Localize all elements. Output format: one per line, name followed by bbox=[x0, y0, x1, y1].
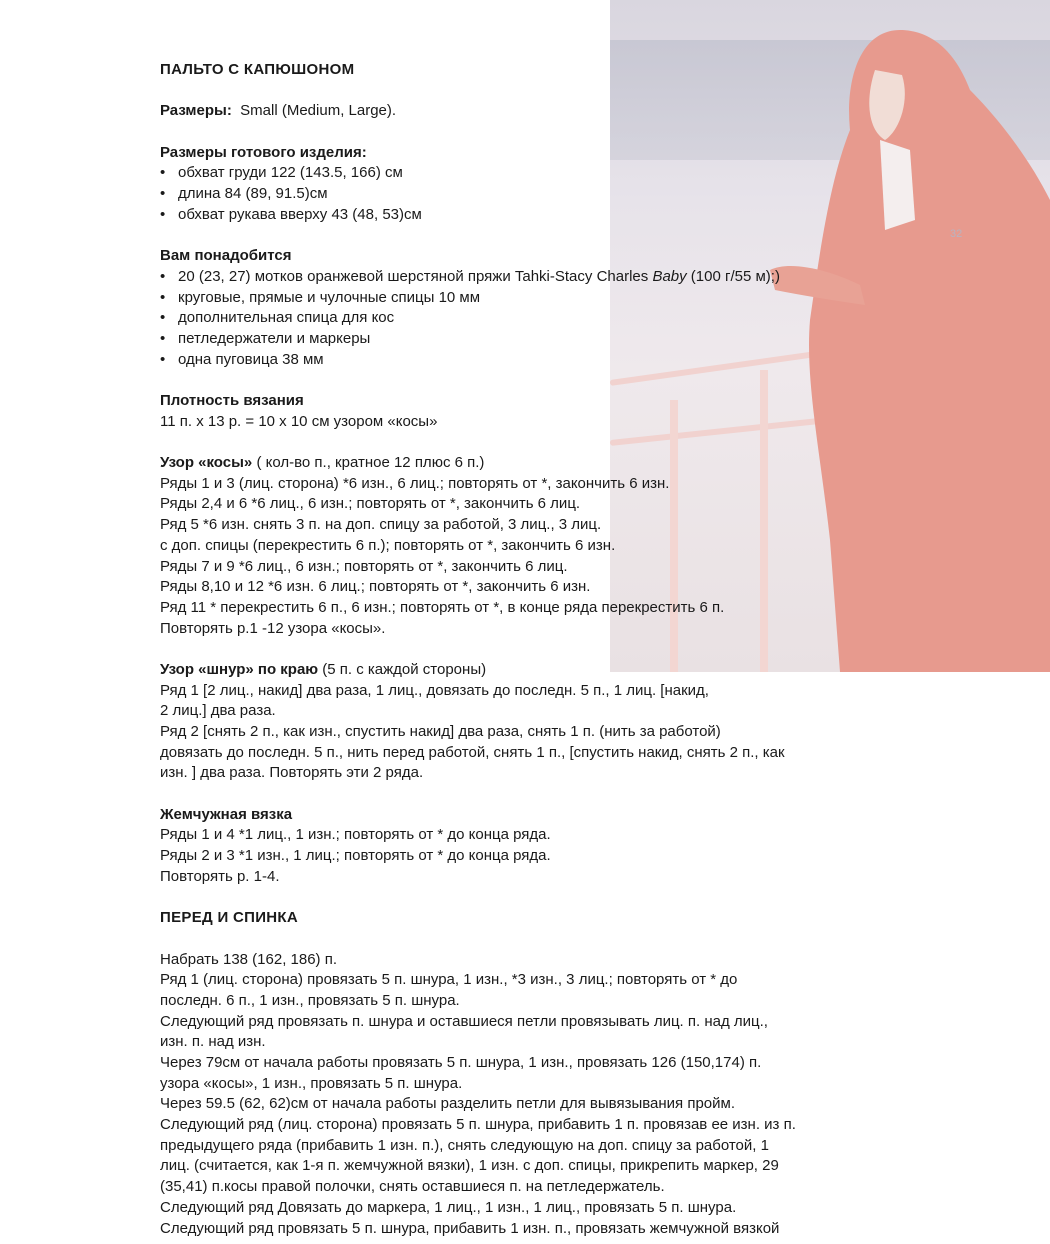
seed-stitch-heading: Жемчужная вязка bbox=[160, 805, 293, 823]
cable-line: Ряды 2,4 и 6 *6 лиц., 6 изн.; повторять от *, закончить 6 лиц. bbox=[160, 495, 581, 513]
gauge-heading: Плотность вязания bbox=[160, 392, 304, 409]
cord-line: изн. ] два раза. Повторять эти 2 ряда. bbox=[160, 764, 424, 782]
cord-line: Ряд 2 [снять 2 п., как изн., спустить накид] два раза, снять 1 п. (нить за работой) bbox=[160, 723, 721, 740]
front-line: узора «косы», 1 изн., провязать 5 п. шнура. bbox=[160, 1074, 463, 1092]
pattern-title: ПАЛЬТО С КАПЮШОНОМ bbox=[160, 61, 355, 78]
cable-line: Ряды 8,10 и 12 *6 изн. 6 лиц.; повторять от *, закончить 6 изн. bbox=[160, 578, 591, 596]
front-line: (35,41) п.косы правой полочки, снять оставшиеся п. на петледержатель. bbox=[160, 1178, 665, 1196]
front-line: Набрать 138 (162, 186) п. bbox=[160, 950, 338, 968]
front-line: изн. п. над изн. bbox=[160, 1033, 266, 1051]
materials-heading: Вам понадобится bbox=[160, 247, 292, 265]
yarn-weight: (100 г/55 м);) bbox=[686, 267, 780, 285]
list-item: • дополнительная спица для кос bbox=[160, 308, 960, 329]
list-item: • одна пуговица 38 мм bbox=[160, 350, 960, 371]
front-line: Ряд 1 (лиц. сторона) провязать 5 п. шнура, 1 изн., *3 изн., 3 лиц.; повторять от * до bbox=[160, 971, 738, 989]
cable-heading bbox=[160, 453, 960, 474]
gauge-text: 11 п. x 13 р. = 10 x 10 см узором «косы» bbox=[160, 412, 438, 430]
front-line: последн. 6 п., 1 изн., провязать 5 п. шнура. bbox=[160, 991, 460, 1009]
cable-line: Ряды 1 и 3 (лиц. сторона) *6 изн., 6 лиц.; повторять от *, закончить 6 изн. bbox=[160, 474, 670, 492]
finished-sizes-heading: Размеры готового изделия: bbox=[160, 143, 367, 161]
sizes-value: Small (Medium, Large). bbox=[240, 102, 397, 120]
pattern-document bbox=[160, 60, 963, 1239]
cable-line: Ряд 5 *6 изн. снять 3 п. на доп. спицу за работой, 3 лиц., 3 лиц. bbox=[160, 516, 602, 534]
cable-line: с доп. спицы (перекрестить 6 п.); повторять от *, закончить 6 изн. bbox=[160, 536, 616, 554]
cable-title: Узор «косы» bbox=[160, 454, 253, 472]
cord-title-note: (5 п. с каждой стороны) bbox=[318, 660, 487, 678]
cord-line: Ряд 1 [2 лиц., накид] два раза, 1 лиц., довязать до последн. 5 п., 1 лиц. [накид, bbox=[160, 681, 709, 699]
front-line: Следующий ряд Довязать до маркера, 1 лиц., 1 изн., 1 лиц., провязать 5 п. шнура. bbox=[160, 1198, 737, 1216]
photo-page-number: 32 bbox=[950, 228, 963, 240]
front-line: Через 59.5 (62, 62)см от начала работы разделить петли для вывязывания пройм. bbox=[160, 1095, 735, 1113]
front-line: Следующий ряд провязать п. шнура и оставшиеся петли провязывать лиц. п. над лиц., bbox=[160, 1012, 768, 1030]
cable-line: Ряд 11 * перекрестить 6 п., 6 изн.; повторять от *, в конце ряда перекрестить 6 п. bbox=[160, 598, 725, 616]
front-line: Через 79см от начала работы провязать 5 п. шнура, 1 изн., провязать 126 (150,174) п. bbox=[160, 1054, 762, 1071]
cable-title-note: ( кол-во п., кратное 12 плюс 6 п.) bbox=[252, 454, 485, 472]
cord-line: довязать до последн. 5 п., нить перед работой, снять 1 п., [спустить накид, снять 2 п., как bbox=[160, 743, 785, 761]
cord-heading bbox=[160, 660, 960, 681]
front-line: лиц. (считается, как 1-я п. жемчужной вязки), 1 изн. с доп. спицы, прикрепить маркер, 29 bbox=[160, 1157, 779, 1175]
list-item: • петледержатели и маркеры bbox=[160, 329, 960, 350]
cord-line: 2 лиц.] два раза. bbox=[160, 702, 276, 720]
yarn-brand: Baby bbox=[652, 267, 687, 285]
front-line: Следующий ряд провязать 5 п. шнура, прибавить 1 изн. п., провязать жемчужной вязкой bbox=[160, 1219, 780, 1237]
sizes-label: Размеры: bbox=[160, 102, 232, 120]
list-item: • круговые, прямые и чулочные спицы 10 мм bbox=[160, 288, 960, 309]
sizes-line bbox=[160, 101, 960, 122]
front-line: Следующий ряд (лиц. сторона) провязать 5 п. шнура, прибавить 1 п. провязав ее изн. из п. bbox=[160, 1116, 796, 1134]
yarn-text: 20 (23, 27) мотков оранжевой шерстяной пряжи Tahki-Stacy Charles bbox=[178, 267, 653, 285]
cable-line: Ряды 7 и 9 *6 лиц., 6 изн.; повторять от *, закончить 6 лиц. bbox=[160, 557, 568, 575]
materials-list bbox=[160, 267, 960, 370]
seed-line: Ряды 1 и 4 *1 лиц., 1 изн.; повторять от * до конца ряда. bbox=[160, 826, 551, 844]
cable-line: Повторять р.1 -12 узора «косы». bbox=[160, 619, 386, 637]
finished-sizes-list bbox=[160, 163, 960, 225]
seed-line: Ряды 2 и 3 *1 изн., 1 лиц.; повторять от * до конца ряда. bbox=[160, 847, 551, 865]
front-back-heading: ПЕРЕД И СПИНКА bbox=[160, 909, 299, 927]
list-item: • обхват рукава вверху 43 (48, 53)см bbox=[160, 205, 960, 226]
seed-line: Повторять р. 1-4. bbox=[160, 867, 280, 885]
list-item: • длина 84 (89, 91.5)см bbox=[160, 184, 960, 205]
front-line: предыдущего ряда (прибавить 1 изн. п.), снять следующую на доп. спицу за работой, 1 bbox=[160, 1136, 769, 1154]
list-item: • обхват груди 122 (143.5, 166) см bbox=[160, 163, 960, 184]
cord-title: Узор «шнур» по краю bbox=[160, 660, 319, 678]
list-item bbox=[160, 267, 960, 288]
